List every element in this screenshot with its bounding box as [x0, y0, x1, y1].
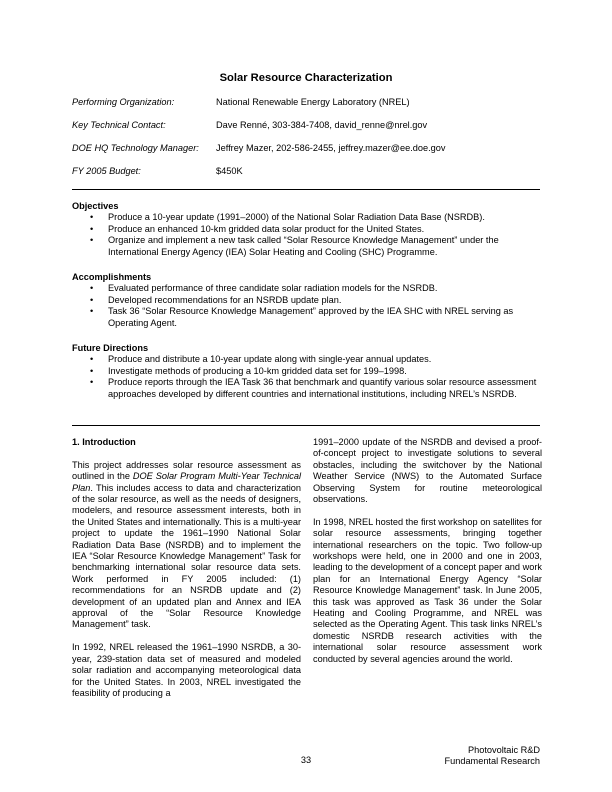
- paragraph-2-start: In 1992, NREL released the 1961–1990 NSRDB, a 30-year, 239-station data set of measured and modeled solar radiation and accompanying meteorological data for the United States. In 2003, NREL investigated the feasibility of producing a: [72, 642, 301, 698]
- body-column-left: [72, 437, 301, 711]
- paragraph-2-continued: 1991–2000 update of the NSRDB and devised a proof-of-concept project to investigate solutions to several obstacles, including the switchover by the National Weather Service (NWS) to the Automated Surface Observing System for routine meteorological observations.: [313, 437, 542, 505]
- meta-value: $450K: [216, 166, 243, 176]
- page-number: 33: [300, 755, 312, 765]
- list-item: • Evaluated performance of three candidate solar radiation models for the NSRDB.: [90, 283, 438, 294]
- meta-label: Key Technical Contact:: [72, 120, 166, 130]
- meta-label: Performing Organization:: [72, 97, 175, 107]
- future-directions-heading: Future Directions: [72, 343, 149, 353]
- meta-value: Jeffrey Mazer, 202-586-2455, jeffrey.mazer@ee.doe.gov: [216, 143, 446, 153]
- future-directions-list: [72, 354, 542, 400]
- footer-line-2: Fundamental Research: [444, 756, 540, 766]
- footer-section-label: [445, 745, 541, 767]
- document-title: Solar Resource Characterization: [219, 72, 393, 84]
- bullet-icon: •: [90, 306, 94, 317]
- accomplishments-section: [72, 272, 542, 329]
- bullet-icon: •: [90, 283, 94, 294]
- meta-row-organization: [72, 97, 542, 111]
- bullet-icon: •: [90, 354, 94, 365]
- paragraph-3: In 1998, NREL hosted the first workshop on satellites for solar resource assessments, bringing together international researchers on the topic. Two follow-up workshops were held, one in 2000 and one in 2003, leading to the development of a concept paper and work plan for an International Energy Agency “Solar Resource Knowledge Management” task. In June 2005, this task was approved as Task 36 under the Solar Heating and Cooling Programme, and NREL was selected as the Operating Agent. This task links NREL’s domestic NSRDB research activities with the international solar resource assessment work conducted by several agencies around the world.: [313, 516, 542, 664]
- objectives-section: [72, 201, 542, 258]
- list-item: • Produce an enhanced 10-km gridded data solar product for the United States.: [90, 223, 425, 234]
- meta-row-budget: [72, 166, 542, 180]
- future-directions-section: [72, 343, 542, 400]
- bullet-icon: •: [90, 212, 94, 223]
- meta-value: Dave Renné, 303-384-7408, david_renne@nrel.gov: [216, 120, 428, 130]
- objectives-heading: Objectives: [72, 201, 119, 211]
- list-item: • Organize and implement a new task called “Solar Resource Knowledge Management” under the International Energy Agency (IEA) Solar Heating and Cooling (SHC) Programme.: [90, 235, 499, 257]
- paragraph-1: This project addresses solar resource assessment as outlined in the DOE Solar Program Multi-Year Technical Plan. This includes access to data and characterization of the solar resource, as well as the needs of designers, modelers, and resource assessment interests, both in the United States and internationally. This is a multi-year project to update the 1961–1990 National Solar Radiation Data Base (NSRDB) and to implement the IEA “Solar Resource Knowledge Management” Task for benchmarking international solar resource data sets. Work performed in FY 2005 included: (1) recommendations for an NSRDB update and (2) development of an updated plan and Annex and IEA approval of the “Solar Resource Knowledge Management” task.: [72, 459, 302, 630]
- bullet-icon: •: [90, 223, 94, 234]
- bullet-icon: •: [90, 294, 94, 305]
- divider-bottom: [72, 425, 540, 426]
- meta-value: National Renewable Energy Laboratory (NREL): [216, 97, 410, 107]
- accomplishments-heading: Accomplishments: [72, 272, 152, 282]
- list-item: • Task 36 “Solar Resource Knowledge Management” approved by the IEA SHC with NREL serving as Operating Agent.: [90, 306, 514, 328]
- list-item: • Produce a 10-year update (1991–2000) of the National Solar Radiation Data Base (NSRDB).: [90, 212, 485, 223]
- list-item: • Investigate methods of producing a 10-km gridded data set for 199–1998.: [90, 365, 407, 376]
- list-item: • Produce and distribute a 10-year update along with single-year annual updates.: [90, 354, 432, 365]
- list-item: • Produce reports through the IEA Task 36 that benchmark and quantify various solar resource assessment approaches developed by different countries and international institutions, including NREL’s NSRDB.: [90, 377, 537, 399]
- list-item: • Developed recommendations for an NSRDB update plan.: [90, 294, 342, 305]
- meta-row-technical-contact: [72, 120, 542, 134]
- meta-label: DOE HQ Technology Manager:: [72, 143, 199, 153]
- plan-title-italic: DOE Solar Program Multi-Year Technical Plan: [72, 471, 302, 493]
- meta-label: FY 2005 Budget:: [72, 166, 141, 176]
- meta-row-technology-manager: [72, 143, 542, 157]
- bullet-icon: •: [90, 377, 94, 388]
- introduction-heading: 1. Introduction: [72, 437, 136, 447]
- objectives-list: [72, 212, 542, 258]
- footer-line-1: Photovoltaic R&D: [467, 745, 540, 755]
- body-column-right: [313, 437, 542, 677]
- bullet-icon: •: [90, 235, 94, 246]
- accomplishments-list: [72, 283, 542, 329]
- divider-top: [72, 189, 540, 190]
- bullet-icon: •: [90, 365, 94, 376]
